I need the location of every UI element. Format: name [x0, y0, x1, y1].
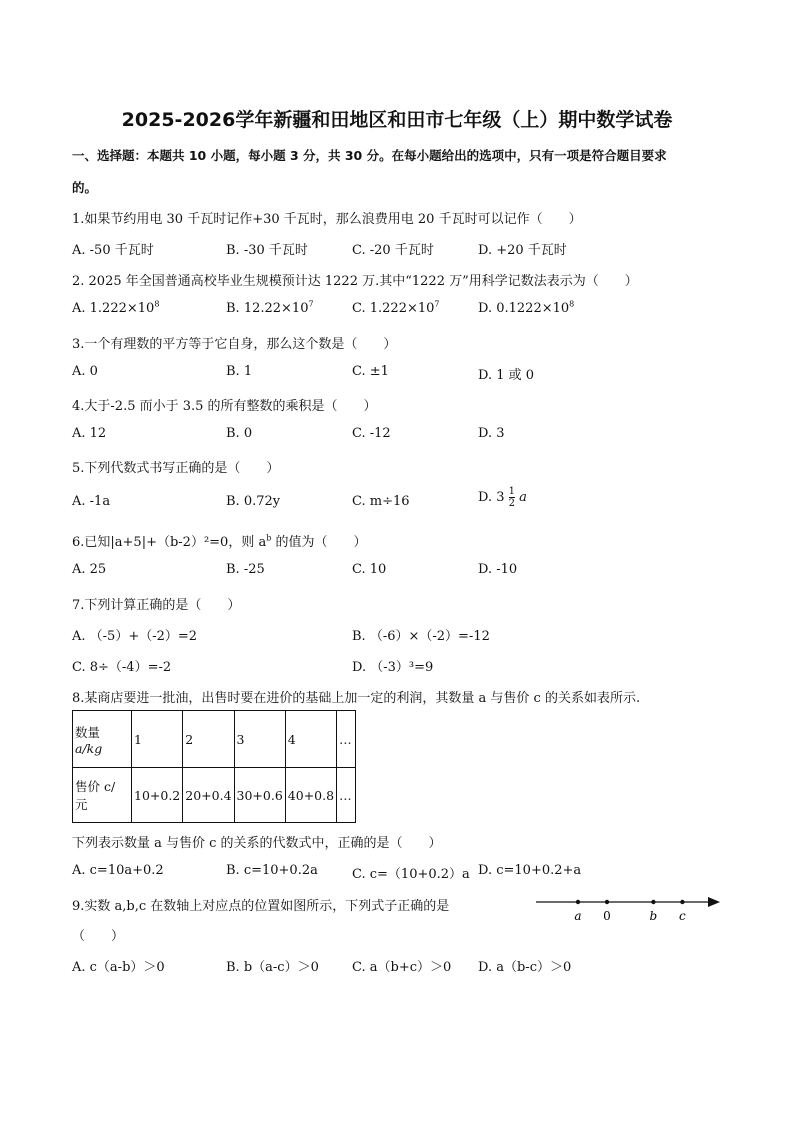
q6-option-b[interactable]: B. -25	[226, 562, 265, 577]
q6-option-d[interactable]: D. -10	[478, 562, 518, 577]
q8-option-a[interactable]: A. c=10a+0.2	[72, 863, 164, 878]
section-heading: 一、选择题：本题共 10 小题，每小题 3 分，共 30 分。在每小题给出的选项中，只有一项是符合题目要求	[72, 148, 667, 163]
number-line-point-b	[651, 900, 655, 904]
q2-option-c[interactable]: C. $1.222\times 10^7$	[352, 299, 440, 316]
table-cell: 2	[183, 711, 234, 768]
q8-option-c[interactable]: C. c=（10+0.2）a	[352, 867, 470, 882]
quantity-price-table	[72, 710, 356, 823]
table-cell: …	[337, 768, 356, 823]
table-header-cell: 售价 c/ 元	[73, 768, 132, 823]
q9-option-c[interactable]: C. a（b+c）＞0	[352, 960, 452, 975]
page-title: 2025-2026学年新疆和田地区和田市七年级（上）期中数学试卷	[121, 109, 673, 131]
question-7-stem: 7.下列计算正确的是（ ）	[72, 598, 241, 613]
table-cell: …	[337, 711, 356, 768]
q8-option-d[interactable]: D. c=10+0.2+a	[478, 863, 582, 878]
number-line-point-c	[680, 900, 684, 904]
q7-option-a[interactable]: A. （-5）+（-2）=2	[72, 629, 198, 644]
fraction-one-half: $\frac{1}{2}$	[508, 486, 516, 509]
question-2-stem: 2. 2025 年全国普通高校毕业生规模预计达 1222 万.其中“1222 万”用科学记数法表示为（ ）	[72, 274, 638, 289]
number-line-label-c: c	[679, 909, 686, 923]
number-line-point-0	[605, 900, 609, 904]
q2-option-a[interactable]: A. $1.222\times 10^8$	[72, 299, 160, 316]
q1-option-b[interactable]: B. -30 千瓦时	[226, 243, 308, 258]
number-line-label-b: b	[649, 909, 658, 923]
q3-option-d[interactable]: D. 1 或 0	[478, 368, 535, 383]
q1-option-d[interactable]: D. +20 千瓦时	[478, 243, 567, 258]
table-header-cell: 数量 a/kg	[73, 711, 132, 768]
q4-option-a[interactable]: A. 12	[72, 426, 107, 441]
table-cell: 20+0.4	[183, 768, 234, 823]
q5-option-b[interactable]: B. 0.72y	[226, 494, 281, 509]
q9-option-b[interactable]: B. b（a-c）＞0	[226, 960, 319, 975]
q8-option-b[interactable]: B. c=10+0.2a	[226, 863, 318, 878]
question-8-stem: 8.某商店要进一批油，出售时要在进价的基础上加一定的利润，其数量 a 与售价 c 的关系如表所示.	[72, 691, 641, 706]
q3-option-b[interactable]: B. 1	[226, 364, 253, 379]
number-line-label-a: a	[574, 909, 582, 923]
q6-option-a[interactable]: A. 25	[72, 562, 107, 577]
q2-option-d[interactable]: D. $0.1222\times 10^8$	[478, 299, 575, 316]
table-cell: 4	[285, 711, 336, 768]
table-row	[73, 711, 356, 768]
q4-option-c[interactable]: C. -12	[352, 426, 391, 441]
q3-option-a[interactable]: A. 0	[72, 364, 98, 379]
question-3-stem: 3.一个有理数的平方等于它自身，那么这个数是（ ）	[72, 337, 397, 352]
q5-option-c[interactable]: C. m÷16	[352, 494, 410, 509]
q9-option-d[interactable]: D. a（b-c）＞0	[478, 960, 572, 975]
number-line-diagram	[530, 890, 730, 926]
table-cell: 3	[234, 711, 285, 768]
q7-option-c[interactable]: C. 8÷（-4）=-2	[72, 660, 172, 675]
table-cell: 1	[132, 711, 183, 768]
table-cell: 10+0.2	[132, 768, 183, 823]
table-cell: 30+0.6	[234, 768, 285, 823]
q3-option-c[interactable]: C. ±1	[352, 364, 389, 379]
q2-option-b[interactable]: B. $12.22\times 10^7$	[226, 299, 314, 316]
number-line-point-a	[576, 900, 580, 904]
q5-option-d[interactable]: D. 3 $\frac{1}{2}$ a	[478, 486, 527, 509]
table-cell: 40+0.8	[285, 768, 336, 823]
q7-option-d[interactable]: D. （-3）³=9	[352, 660, 434, 675]
question-8-sub-stem: 下列表示数量 a 与售价 c 的关系的代数式中，正确的是（ ）	[72, 836, 442, 851]
question-9-stem: 9.实数 a,b,c 在数轴上对应点的位置如图所示，下列式子正确的是	[72, 899, 450, 914]
q6-option-c[interactable]: C. 10	[352, 562, 387, 577]
question-1-stem: 1.如果节约用电 30 千瓦时记作+30 千瓦时，那么浪费用电 20 千瓦时可以记作（ ）	[72, 212, 582, 227]
q5-option-a[interactable]: A. -1a	[72, 494, 111, 509]
question-5-stem: 5.下列代数式书写正确的是（ ）	[72, 461, 280, 476]
q7-option-b[interactable]: B. （-6）×（-2）=-12	[352, 629, 490, 644]
question-4-stem: 4.大于-2.5 而小于 3.5 的所有整数的乘积是（ ）	[72, 399, 377, 414]
q4-option-b[interactable]: B. 0	[226, 426, 253, 441]
section-heading-cont: 的。	[72, 180, 98, 195]
table-row	[73, 768, 356, 823]
q1-option-c[interactable]: C. -20 千瓦时	[352, 243, 434, 258]
q1-option-a[interactable]: A. -50 千瓦时	[72, 243, 154, 258]
question-6-stem: 6.已知|a+5|+（b-2）²=0，则 $a^b$ 的值为（ ）	[72, 533, 367, 550]
q4-option-d[interactable]: D. 3	[478, 426, 505, 441]
number-line-label-0: 0	[603, 909, 611, 923]
question-9-stem-cont: （ ）	[72, 929, 125, 944]
q9-option-a[interactable]: A. c（a-b）＞0	[72, 960, 165, 975]
arrow-right-icon	[708, 897, 720, 907]
